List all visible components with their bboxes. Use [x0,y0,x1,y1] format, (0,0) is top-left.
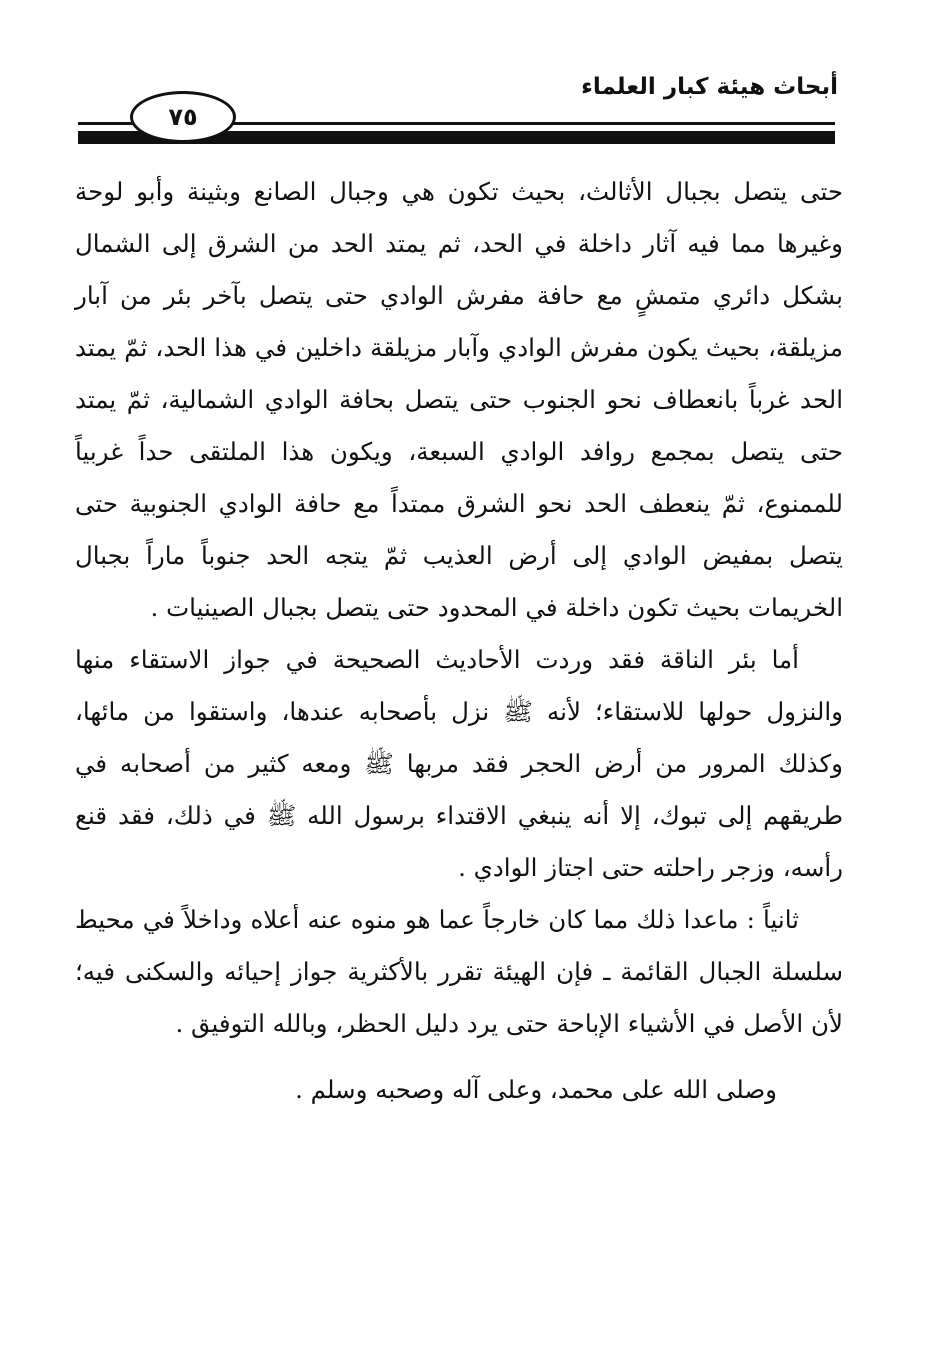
page-body [75,166,843,1116]
book-title: أبحاث هيئة كبار العلماء [581,74,838,100]
page-number: ٧٥ [130,91,236,143]
paragraph-she-camel-well: أما بئر الناقة فقد وردت الأحاديث الصحيحة في جواز الاستقاء منها والنزول حولها للاستقاء؛ لأنه ﷺ نزل بأصحابه عندها، واستقوا من مائها، وكذلك المرور من أرض الحجر فقد مربها ﷺ ومعه كثير من أصحابه في طريقهم إلى تبوك، إلا أنه ينبغي الاقتداء برسول الله ﷺ في ذلك، فقد قنع رأسه، وزجر راحلته حتى اجتاز الوادي . [75,645,843,882]
paragraph-second-ruling: ثانياً : ماعدا ذلك مما كان خارجاً عما هو منوه عنه أعلاه وداخلاً في محيط سلسلة الجبال القائمة ـ فإن الهيئة تقرر بالأكثرية جواز إحيائه والسكنى فيه؛ لأن الأصل في الأشياء الإباحة حتى يرد دليل الحظر، وبالله التوفيق . [75,905,843,1038]
paragraph-closing-prayer: وصلى الله على محمد، وعلى آله وصحبه وسلم . [295,1075,777,1104]
paragraph-boundary-description: حتى يتصل بجبال الأثالث، بحيث تكون هي وجبال الصانع وبثينة وأبو لوحة وغيرها مما فيه آثار داخلة في الحد، ثم يمتد الحد من الشرق إلى الشمال بشكل دائري متمشٍ مع حافة مفرش الوادي حتى يتصل بآخر بئر من آبار مزيلقة، بحيث يكون مفرش الوادي وآبار مزيلقة داخلين في هذا الحد، ثمّ يمتد الحد غرباً بانعطاف نحو الجنوب حتى يتصل بحافة الوادي الشمالية، ثمّ يمتد حتى يتصل بمجمع روافد الوادي السبعة، ويكون هذا الملتقى حداً غربياً للممنوع، ثمّ ينعطف الحد نحو الشرق ممتداً مع حافة الوادي الجنوبية حتى يتصل بمفيض الوادي إلى أرض العذيب ثمّ يتجه الحد جنوباً ماراً بجبال الخريمات بحيث تكون داخلة في المحدود حتى يتصل بجبال الصينيات . [75,177,843,622]
